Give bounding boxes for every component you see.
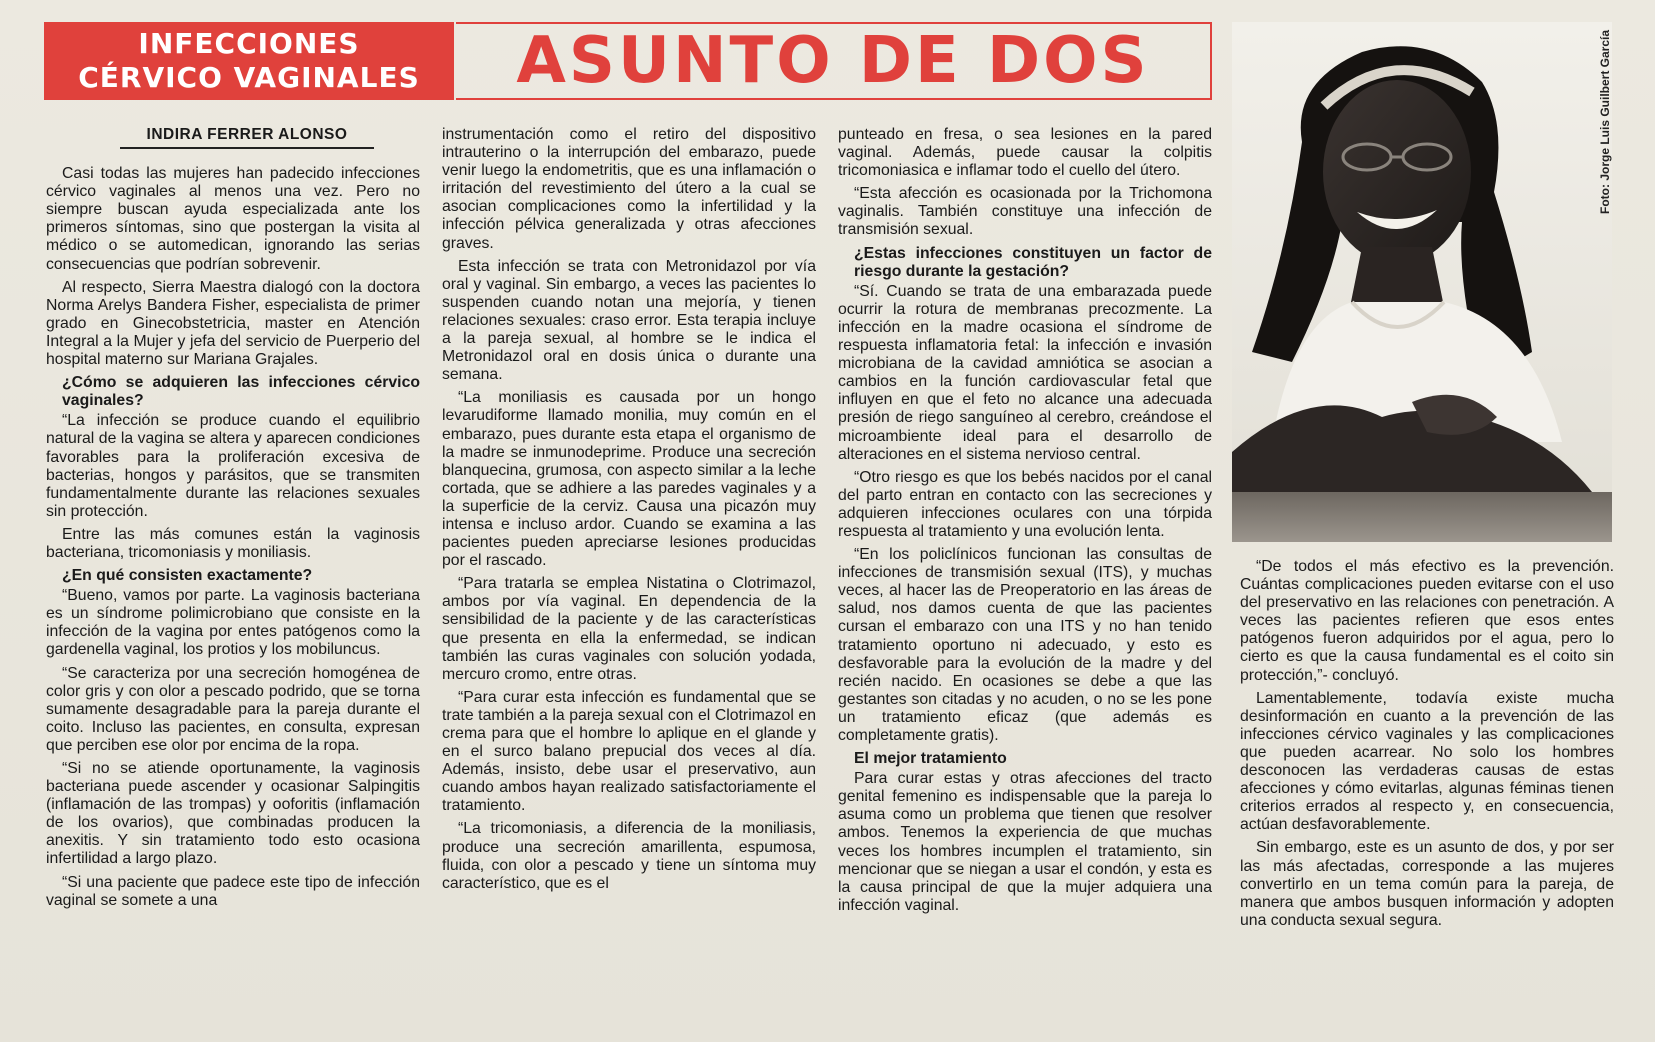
paragraph: punteado en fresa, o sea lesiones en la pared vaginal. Además, puede causar la colpitis tricomoniasica e inflamar todo el cuello del útero. <box>838 126 1212 180</box>
paragraph: Al respecto, Sierra Maestra dialogó con la doctora Norma Arelys Bandera Fisher, especialista de primer grado en Ginecobstetricia, master en Atención Integral a la Mujer y jefa del servicio de Puerperio del hospital materno sur Mariana Grajales. <box>46 278 420 369</box>
subheading: El mejor tratamiento <box>854 750 1007 768</box>
paragraph: instrumentación como el retiro del dispositivo intrauterino o la interrupción del embarazo, puede venir luego la endometritis, que es una inflamación o irritación del revestimiento del útero a la cual se asocian complicaciones como la infertilidad y la infección pélvica generalizada y otras afecciones graves. <box>442 126 816 252</box>
section-kicker <box>44 22 454 100</box>
paragraph: “Bueno, vamos por parte. La vaginosis bacteriana es un síndrome polimicrobiano que consiste en la infección de la vagina por entes patógenos como la gardenella vaginal, los protios y los mobiluncus. <box>46 587 420 659</box>
paragraph: “Se caracteriza por una secreción homogénea de color gris y con olor a pescado podrido, que se torna sumamente desagradable para la pareja durante el coito. Incluso las pacientes, en consulta, expresan que perciben ese olor por encima de la ropa. <box>46 664 420 754</box>
paragraph: “De todos el más efectivo es la prevención. Cuántas complicaciones pueden evitarse con el uso del preservativo en las relaciones con penetración. A veces las pacientes refieren que esos entes patógenos fueron adquiridos por el agua, pero lo cierto es que la causa fundamental es el coito sin protección,”- concluyó. <box>1240 558 1614 684</box>
portrait-illustration <box>1232 22 1612 542</box>
paragraph: Entre las más comunes están la vaginosis bacteriana, tricomoniasis y moniliasis. <box>46 525 420 561</box>
column-2 <box>442 126 816 898</box>
headline-box <box>456 22 1212 100</box>
portrait-photo <box>1232 22 1612 542</box>
headline: ASUNTO DE DOS <box>516 24 1150 98</box>
question-heading: ¿Cómo se adquieren las infecciones cérvico vaginales? <box>62 374 420 410</box>
paragraph: “La infección se produce cuando el equilibrio natural de la vagina se altera y aparecen condiciones favorables para la proliferación excesiva de bacterias, hongos y parásitos, que se transmiten fundamentalmente durante las relaciones sexuales sin protección. <box>46 412 420 520</box>
paragraph: Sin embargo, este es un asunto de dos, y por ser las más afectadas, corresponde a las mujeres convertirlo en un tema común para la pareja, de manera que ambos busquen información y adopten una conducta sexual segura. <box>1240 839 1614 929</box>
paragraph: “Si no se atiende oportunamente, la vaginosis bacteriana puede ascender y ocasionar Salpingitis (inflamación de las trompas) y ooforitis (inflamación de los ovarios), que combinadas producen la anexitis. Y sin tratamiento todo esto ocasiona infertilidad a largo plazo. <box>46 760 420 868</box>
paragraph: “Para tratarla se emplea Nistatina o Clotrimazol, ambos por vía vaginal. En dependencia de la sensibilidad de la paciente y de las características que presenta en ella la enfermedad, se indican también las curas vaginales con solución yodada, mercuro cromo, entre otras. <box>442 575 816 683</box>
paragraph: “La tricomoniasis, a diferencia de la moniliasis, produce una secreción amarillenta, espumosa, fluida, con olor a pescado y tiene un síntoma muy característico, que es el <box>442 820 816 892</box>
paragraph: “La moniliasis es causada por un hongo levarudiforme llamado monilia, muy común en el embarazo, pues durante esta etapa el organismo de la madre se inmunodeprime. Produce una secreción blanquecina, grumosa, con aspecto similar a la leche cortada, que se adhiere a las paredes vaginales y a la superficie de la cerviz. Causa una picazón muy intensa e incluso ardor. Cuando se examina a las pacientes pueden apreciarse lesiones producidas por el rascado. <box>442 389 816 570</box>
paragraph: Lamentablemente, todavía existe mucha desinformación en cuanto a la prevención de las infecciones cérvico vaginales y las complicaciones que pueden acarrear. No solo los hombres desconocen las verdaderas causas de estas afecciones y cómo evitarlas, algunas féminas tienen criterios errados al respecto y, en consecuencia, actúan desfavorablemente. <box>1240 689 1614 834</box>
paragraph: Esta infección se trata con Metronidazol por vía oral y vaginal. Sin embargo, a veces las pacientes lo suspenden cuando notan una mejoría, y tienen relaciones sexuales: craso error. Esta terapia incluye a la pareja sexual, al hombre se le indica el Metronidazol oral en dosis única o durante una semana. <box>442 257 816 384</box>
paragraph: “Si una paciente que padece este tipo de infección vaginal se somete a una <box>46 873 420 909</box>
paragraph: “Otro riesgo es que los bebés nacidos por el canal del parto entran en contacto con las secreciones y adquieren infecciones oculares con una tórpida respuesta al tratamiento y una evolución lenta. <box>838 468 1212 540</box>
photo-credit: Foto: Jorge Luis Guilbert García <box>1598 30 1612 215</box>
paragraph: Casi todas las mujeres han padecido infecciones cérvico vaginales al menos una vez. Pero no siempre buscan ayuda especializada ante los primeros síntomas, sino que postergan la visita al médico o se automedican, ignorando las serias consecuencias que podrían sobrevenir. <box>46 165 420 273</box>
question-heading: ¿En qué consisten exactamente? <box>62 567 313 585</box>
paragraph: “Esta afección es ocasionada por la Trichomona vaginalis. También constituye una infección de transmisión sexual. <box>838 185 1212 239</box>
paragraph: Para curar estas y otras afecciones del tracto genital femenino es indispensable que la pareja lo asuma como un problema que tienen que resolver ambos. Tenemos la experiencia de que muchas veces los hombres incumplen el tratamiento, sin mencionar que se niegan a usar el condón, y esta es la causa principal de que la mujer adquiera una infección vaginal. <box>838 770 1212 914</box>
column-3 <box>838 126 1212 920</box>
kicker-line-2: CÉRVICO VAGINALES <box>78 61 420 94</box>
kicker-line-1: INFECCIONES <box>138 27 360 60</box>
paragraph: “Para curar esta infección es fundamental que se trate también a la pareja sexual con el Clotrimazol en crema para que el hombre lo aplique en el glande y en el surco balano prepucial dos veces al día. Además, insisto, debe usar el preservativo, aun cuando ambos hayan realizado satisfactoriamente el tratamiento. <box>442 688 816 815</box>
byline: INDIRA FERRER ALONSO <box>120 126 374 149</box>
column-4 <box>1240 558 1614 935</box>
column-1 <box>46 126 420 915</box>
paragraph: “Sí. Cuando se trata de una embarazada puede ocurrir la rotura de membranas precozmente. La infección en la madre ocasiona el síndrome de respuesta inflamatoria fetal: la infección e invasión microbiana de la cavidad amniótica se asocian a cambios en la función cardiovascular fetal que influyen en que el feto no alcance una adecuada presión de riego sanguíneo al cerebro, creándose el microambiente ideal para el desarrollo de alteraciones en el sistema nervioso central. <box>838 282 1212 463</box>
question-heading: ¿Estas infecciones constituyen un factor de riesgo durante la gestación? <box>854 244 1212 280</box>
paragraph: “En los policlínicos funcionan las consultas de infecciones de transmisión sexual (ITS), y muchas veces, al hacer las de Preoperatorio en las áreas de salud, nos damos cuenta de que las pacientes cursan el embarazo con una ITS y no han tenido tratamiento oportuno ni adecuado, y esto es desfavorable para la evolución de la madre y del recién nacido. En ocasiones se debe a que las gestantes son citadas y no acuden, o no se les pone un tratamiento eficaz (que además es completamente gratis). <box>838 546 1212 744</box>
